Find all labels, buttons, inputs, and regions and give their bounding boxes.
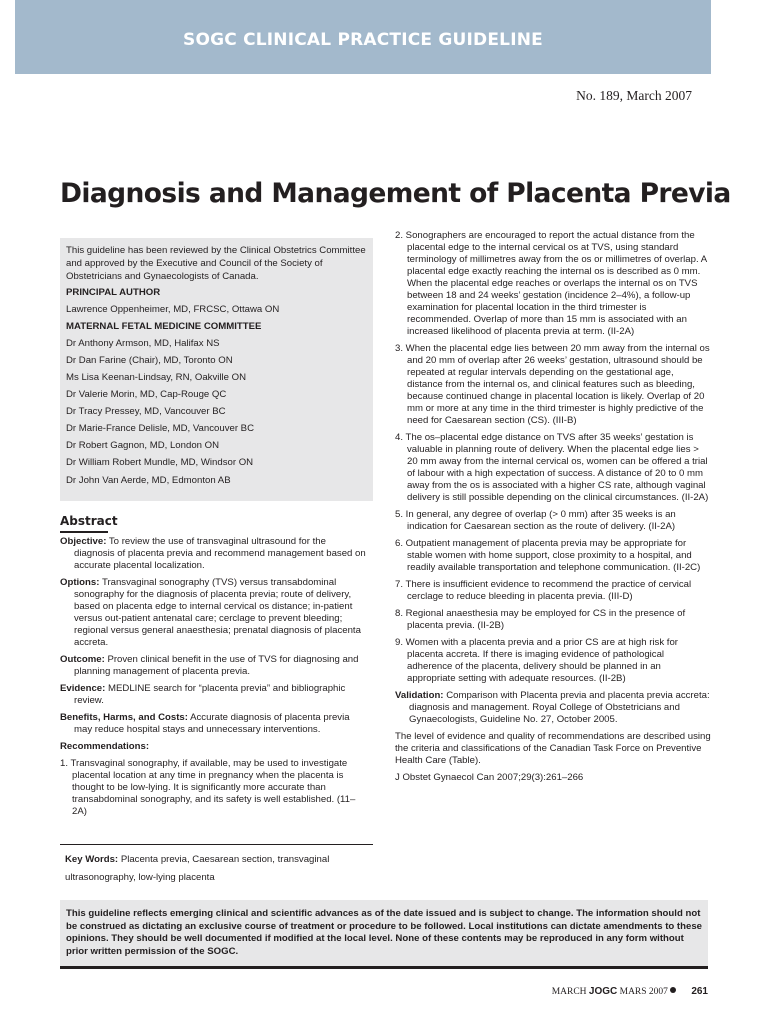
article-title: Diagnosis and Management of Placenta Previa [60,178,731,209]
options-paragraph [60,577,368,649]
principal-author: Lawrence Oppenheimer, MD, FRCSC, Ottawa ON [66,304,280,316]
committee-member: Dr Anthony Armson, MD, Halifax NS [66,337,220,349]
committee-heading: MATERNAL FETAL MEDICINE COMMITTEE [66,320,262,332]
issue-number: No. 189, March 2007 [576,88,692,103]
principal-author-heading: PRINCIPAL AUTHOR [66,287,161,299]
validation-label: Validation: [395,690,444,701]
objective-label: Objective: [60,536,107,547]
validation-paragraph [395,690,711,726]
keywords-rule [60,844,373,845]
committee-member: Dr Robert Gagnon, MD, London ON [66,440,220,452]
footer-month: MARCH [551,987,587,997]
benefits-paragraph [60,712,368,736]
recommendation-item: 3. When the placental edge lies between 20 mm away from the internal os and 20 mm of overlap after 26 weeks’ gestation, ultrasound should be repeated at regular intervals depending on the gestational age, distance from the internal os, and clinical features such as bleeding, because continued change in placental location is likely. Overlap of 20 mm or more at any time in the third trimester is highly predictive of the need for Caesarean section (CS). (III-B) [395,343,710,426]
disclaimer-box: This guideline reflects emerging clinical and scientific advances as of the date issued and is subject to change. The information should not be construed as dictating an exclusive course of treatment or procedure to be followed. Local institutions can dictate amendments to these opinions. They should be well documented if modified at the local level. None of these contents may be reproduced in any form without prior written permission of the SOGC. [60,900,708,968]
abstract-underline [60,531,108,533]
committee-member: Dr William Robert Mundle, MD, Windsor ON [66,457,254,469]
footer-mars: MARS 2007 [619,987,668,997]
evidence-paragraph [60,683,368,707]
recommendation-item: 6. Outpatient management of placenta previa may be appropriate for stable women with home support, close proximity to a hospital, and readily available transportation and telephone communication. (II-2C) [395,538,701,573]
committee-member: Dr Marie-France Delisle, MD, Vancouver BC [66,423,255,435]
recommendation-item: 7. There is insufficient evidence to recommend the practice of cervical cerclage to reduce bleeding in placenta previa. (III-D) [395,579,692,602]
recommendations-label: Recommendations: [60,741,150,752]
abstract-column [60,536,368,823]
citation: J Obstet Gynaecol Can 2007;29(3):261–266 [395,772,584,783]
keywords [65,851,365,887]
validation-text: Comparison with Placenta previa and placenta previa accreta: diagnosis and management. Royal College of Obstetricians and Gynaecologists, Guideline No. 27, October 2005. [409,690,710,725]
page-number: 261 [691,986,708,997]
review-intro: This guideline has been reviewed by the Clinical Obstetrics Committee and approved by the Executive and Council of the Society of Obstetricians and Gynaecologists of Canada. [66,245,366,282]
evidence-label: Evidence: [60,683,106,694]
page-footer [552,986,708,997]
keywords-label: Key Words: [65,854,119,865]
recommendation-item: 4. The os–placental edge distance on TVS after 35 weeks’ gestation is valuable in planning route of delivery. When the placental edge lies > 20 mm away from the internal cervical os, women can be offered a trial of labour with a high expectation of success. A distance of 20 to 0 mm away from the os is associated with a higher CS rate, although vaginal delivery is still possible depending on the clinical circumstances. (II-2A) [395,432,709,503]
committee-member: Dr Valerie Morin, MD, Cap-Rouge QC [66,389,227,401]
footer-rule [60,966,708,969]
committee-member: Dr Tracy Pressey, MD, Vancouver BC [66,406,226,418]
recommendation-item: 1. Transvaginal sonography, if available, may be used to investigate placental location at any time in pregnancy when the placenta is thought to be low-lying. It is significantly more accurate than transabdominal sonography, and its safety is well established. (11–2A) [60,758,356,817]
recommendation-item: 9. Women with a placenta previa and a prior CS are at high risk for placenta accreta. If there is imaging evidence of pathological adherence of the placenta, delivery should be planned in an appropriate setting with adequate resources. (II-2B) [395,637,678,684]
outcome-label: Outcome: [60,654,105,665]
objective-paragraph [60,536,368,572]
committee-member: Ms Lisa Keenan-Lindsay, RN, Oakville ON [66,371,247,383]
evidence-text: MEDLINE search for “placenta previa” and bibliographic review. [74,683,346,706]
bullet-icon [670,987,676,993]
review-box [60,238,373,501]
outcome-text: Proven clinical benefit in the use of TVS for diagnosing and planning management of placenta previa. [74,654,359,677]
evidence-note: The level of evidence and quality of recommendations are described using the criteria and classifications of the Canadian Task Force on Preventive Health Care (Table). [395,731,711,766]
recommendation-item: 8. Regional anaesthesia may be employed for CS in the presence of placenta previa. (II-2B) [395,608,686,631]
objective-text: To review the use of transvaginal ultrasound for the diagnosis of placenta previa and recommend management based on accurate placental localization. [74,536,366,571]
outcome-paragraph [60,654,368,678]
benefits-label: Benefits, Harms, and Costs: [60,712,188,723]
recommendation-item: 5. In general, any degree of overlap (> 0 mm) after 35 weeks is an indication for Caesarean section as the route of delivery. (II-2A) [395,509,676,532]
guideline-banner: SOGC CLINICAL PRACTICE GUIDELINE [15,0,711,74]
abstract-heading: Abstract [60,514,118,528]
options-label: Options: [60,577,100,588]
recommendations-heading [60,741,368,753]
committee-member: Dr John Van Aerde, MD, Edmonton AB [66,474,231,486]
options-text: Transvaginal sonography (TVS) versus transabdominal sonography for the diagnosis of placenta previa; route of delivery, based on placenta edge to internal cervical os distance; in-patient versus out-patient antenatal care; cerclage to prevent bleeding; regional versus general anaesthesia; prenatal diagnosis of placenta accreta. [74,577,361,648]
benefits-text: Accurate diagnosis of placenta previa may reduce hospital stays and unnecessary interventions. [74,712,350,735]
keywords-text: Placenta previa, Caesarean section, transvaginal ultrasonography, low-lying placenta [65,854,330,883]
footer-journal: JOGC [588,986,618,997]
recommendation-item: 2. Sonographers are encouraged to report the actual distance from the placental edge to the internal cervical os at TVS, using standard terminology of millimetres away from the os or millimetres of overlap. A placental edge exactly reaching the internal os is described as 0 mm. When the placental edge reaches or overlaps the internal os on TVS between 18 and 24 weeks’ gestation (incidence 2–4%), a follow-up examination for placental location in the third trimester is recommended. Overlap of more than 15 mm is associated with an increased likelihood of placenta previa at term. (II-2A) [395,230,707,337]
recommendations-column [395,230,711,789]
committee-member: Dr Dan Farine (Chair), MD, Toronto ON [66,354,233,366]
